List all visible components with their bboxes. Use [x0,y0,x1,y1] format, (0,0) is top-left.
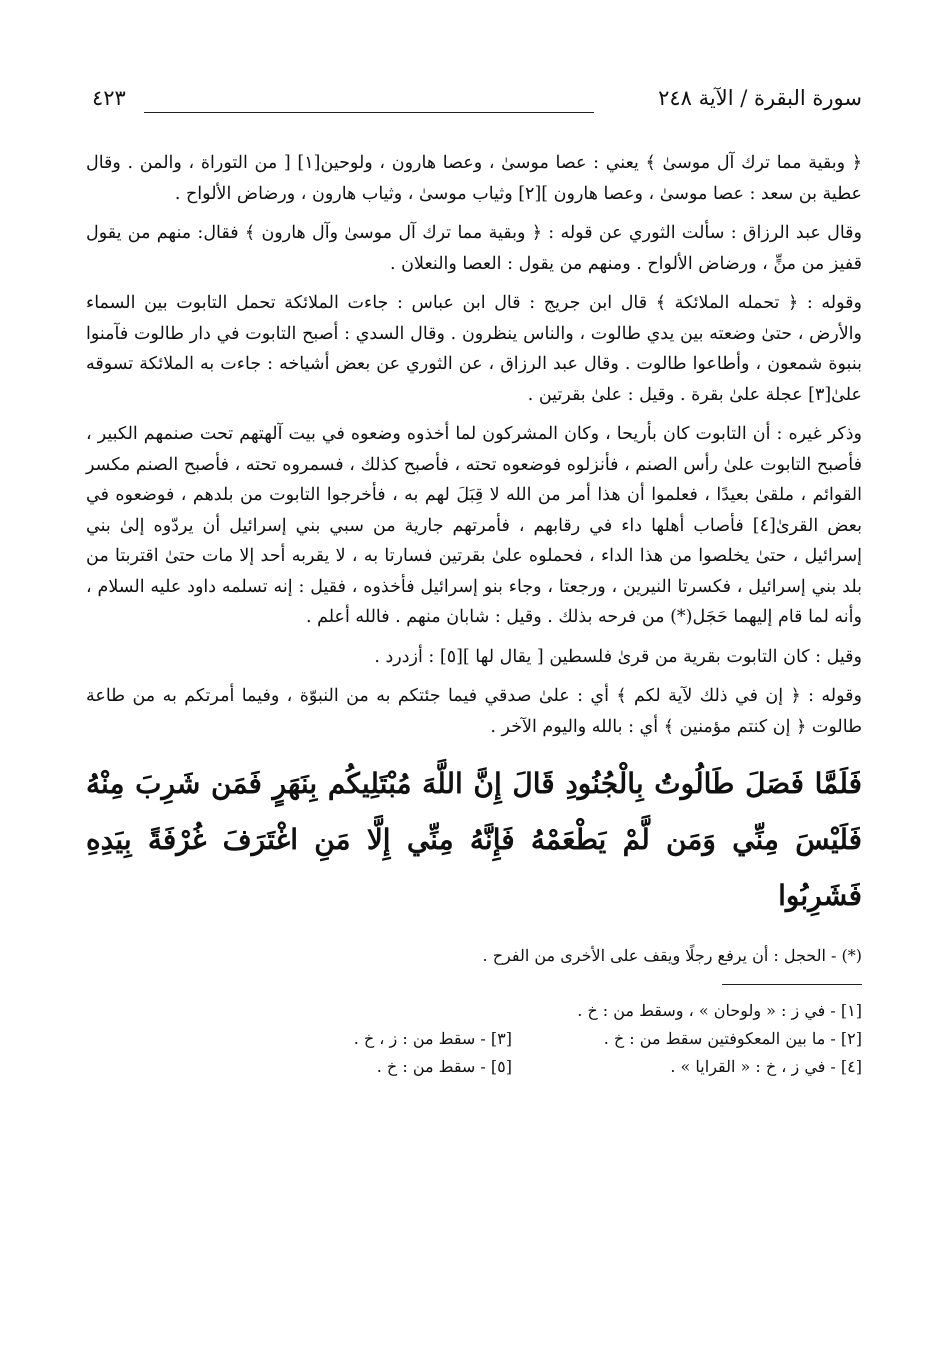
surah-title: سورة البقرة / الآية ٢٤٨ [658,86,862,110]
paragraph-3: وقوله : ﴿ تحمله الملائكة ﴾ قال ابن جريج : قال ابن عباس : جاءت الملائكة تحمل التابوت بين السماء والأرض ، حتىٰ وضعته بين يدي طالوت ، والناس ينظرون . وقال السدي : أصبح التابوت في دار طالوت فآمنوا بنبوة شمعون ، وأطاعوا طالوت . وقال عبد الرزاق ، عن الثوري عن بعض أشياخه : جاءت به الملائكة تسوقه علىٰ[٣] عجلة علىٰ بقرة . وقيل : علىٰ بقرتين . [86,293,862,405]
page-number: ٤٢٣ [92,86,126,110]
paragraph-1: ﴿ وبقية مما ترك آل موسىٰ ﴾ يعني : عصا موسىٰ ، وعصا هارون ، ولوحين[١] [ من التوراة ، والمن . وقال عطية بن سعد : عصا موسىٰ ، وعصا هارون ][٢] وثياب موسىٰ ، وثياب هارون ، ورضاض الألواح . [86,153,862,204]
explanatory-note: (*) - الحجل : أن يرفع رجلًا ويقف على الأخرى من الفرح . [482,946,862,965]
paragraph-5: وقيل : كان التابوت بقرية من قرىٰ فلسطين [ يقال لها ][٥] : أزدرد . [374,646,862,667]
quran-verse: فَلَمَّا فَصَلَ طَالُوتُ بِالْجُنُودِ قَالَ إِنَّ اللَّهَ مُبْتَلِيكُم بِنَهَرٍ فَمَن شَرِبَ مِنْهُ فَلَيْسَ مِنِّي وَمَن لَّمْ يَطْعَمْهُ فَإِنَّهُ مِنِّي إِلَّا مَنِ اغْتَرَفَ غُرْفَةً بِيَدِهِ فَشَرِبُوا [86,767,862,912]
paragraph-6: وقوله : ﴿ إن في ذلك لآية لكم ﴾ أي : علىٰ صدقي فيما جئتكم به من النبوّة ، وفيما أمرتكم به من طاعة طالوت ﴿ إن كنتم مؤمنين ﴾ أي : بالله واليوم الآخر . [86,686,862,737]
footnote-1: [١] - في ز : « ولوحان » ، وسقط من : خ . [577,1001,862,1020]
footnote-row [86,1025,862,1053]
running-header [92,86,862,126]
footnote-2: [٢] - ما بين المعكوفتين سقط من : خ . [603,1029,862,1048]
paragraph-4: وذكر غيره : أن التابوت كان بأريحا ، وكان المشركون لما أخذوه وضعوه في بيت آلهتهم تحت صنمهم الكبير ، فأصبح التابوت علىٰ رأس الصنم ، فأنزلوه فوضعوه تحته ، فأصبح كذلك ، فسمروه تحته ، فأصبح الصنم مكسر القوائم ، ملقىٰ بعيدًا ، فعلموا أن هذا أمر من الله لا قِبَلَ لهم به ، فأخرجوا التابوت من بلدهم ، فوضعوه في بعض القرىٰ[٤] فأصاب أهلها داء في رقابهم ، فأمرتهم جارية من سبي بني إسرائيل أن يردّوه إلىٰ بني إسرائيل ، حتىٰ يخلصوا من هذا الداء ، فحملوه علىٰ بقرتين فسارتا به ، لا يقربه أحد إلا مات حتىٰ اقتربتا من بلد بني إسرائيل ، فكسرتا النيرين ، ورجعتا ، وجاء بنو إسرائيل فأخذوه ، فقيل : إنه تسلمه داود عليه السلام ، وأنه لما قام إليهما حَجَل(*) من فرحه بذلك . وقيل : شابان منهم . فالله أعلم . [86,424,862,627]
footnote-3: [٣] - سقط من : ز ، خ . [353,1029,512,1048]
main-text [86,148,862,1081]
footnote-row [86,1053,862,1081]
paragraph-2: وقال عبد الرزاق : سألت الثوري عن قوله : ﴿ وبقية مما ترك آل موسىٰ وآل هارون ﴾ فقال: منهم من يقول قفيز من منٍّ ، ورضاض الألواح . ومنهم من يقول : العصا والنعلان . [86,223,862,274]
footnote-5: [٥] - سقط من : خ . [376,1057,512,1076]
header-rule [144,112,594,113]
footnote-4: [٤] - في ز ، خ : « القرايا » . [670,1057,862,1076]
footnote-rule [722,984,862,985]
